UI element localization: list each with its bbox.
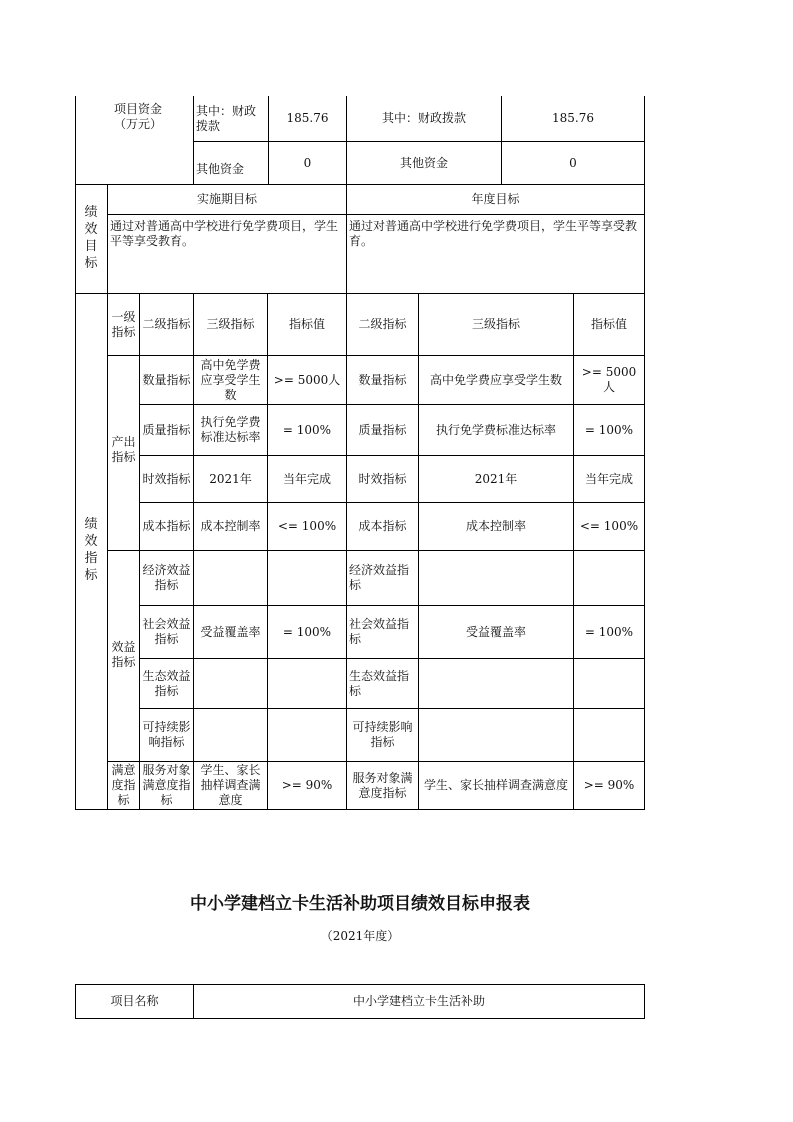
grid-line [644,96,645,810]
row-l3-right: 受益覆盖率 [465,624,526,639]
row-l2-right: 质量指标 [358,422,407,437]
row-l2: 数量指标 [142,372,191,387]
row-l3-right: 执行免学费标准达标率 [435,422,556,437]
funds-label: 项目资金（万元） [113,102,162,131]
row-value [268,551,346,605]
form-year: （2021年度） [320,929,400,943]
group-satisfaction: 满意度指标 [111,763,136,807]
row-l2-right: 社会效益指标 [349,617,410,646]
grid-line [75,1018,645,1019]
row-value-right: 当年完成 [584,471,633,486]
row-value-right: = 100% [584,422,634,437]
row-value: >= 5000人 [273,372,341,387]
grid-line [107,214,645,215]
row-value: 当年完成 [282,471,331,486]
row-l2-right: 经济效益指标 [349,563,410,592]
row-value: <= 100% [277,519,337,533]
row-l2-right: 可持续影响指标 [352,720,413,749]
annual-goal-text: 通过对普通高中学校进行免学费项目，学生平等享受教育。 [349,219,638,248]
row-l2-right: 时效指标 [358,471,407,486]
row-value-right: >= 90% [583,778,635,792]
row-value-right [574,551,644,605]
row-l3: 成本控制率 [200,519,261,533]
fiscal-label-left: 其中：财政拨款 [196,103,257,133]
row-l3 [194,659,267,708]
goals-label: 绩效目标 [84,205,98,271]
grid-line [75,96,76,810]
row-l2-right: 成本指标 [358,519,407,533]
period-goal-text: 通过对普通高中学校进行免学费项目，学生平等享受教育。 [110,219,339,248]
row-l3-right [419,709,573,761]
row-l3: 受益覆盖率 [200,624,261,639]
other-value-right: 0 [569,155,577,170]
row-l2: 社会效益指标 [142,617,191,646]
row-l3: 学生、家长抽样调查满意度 [200,763,261,807]
annual-goal-header: 年度目标 [471,192,520,206]
row-l3 [194,551,267,605]
row-value-right [574,709,644,761]
row-l2: 可持续影响指标 [142,720,191,749]
row-l3-right [419,659,573,708]
header-level2: 二级指标 [142,317,191,331]
row-value-right: >= 5000人 [581,365,637,394]
row-l2: 生态效益指标 [142,668,191,698]
row-l3: 高中免学费应享受学生数 [200,357,261,402]
group-benefit: 效益指标 [111,640,136,669]
project-name-label: 项目名称 [110,994,159,1008]
header-value-right: 指标值 [590,317,627,331]
row-value [268,659,346,708]
period-goal-header: 实施期目标 [196,192,257,206]
row-value: >= 90% [281,778,333,792]
row-value: = 100% [282,624,332,639]
row-l2: 成本指标 [142,519,191,533]
row-l3-right: 学生、家长抽样调查满意度 [423,778,568,792]
row-l2-right: 数量指标 [358,372,407,387]
indicators-label: 绩效指标 [84,517,98,583]
row-value: = 100% [282,422,332,437]
row-l3-right [419,551,573,605]
fiscal-label-right: 其中：财政拨款 [381,111,466,125]
form-title: 中小学建档立卡生活补助项目绩效目标申报表 [190,894,530,914]
row-l2: 服务对象满意度指标 [142,763,191,807]
other-value-left: 0 [303,155,312,170]
grid-line [75,809,645,810]
header-level2-right: 二级指标 [358,317,407,331]
row-value-right [574,659,644,708]
row-value-right: <= 100% [579,519,639,533]
row-l2: 质量指标 [142,422,191,437]
grid-line [644,984,645,1019]
row-l2: 经济效益指标 [142,563,191,592]
header-value: 指标值 [288,317,325,331]
group-output: 产出指标 [111,435,136,464]
other-label-left: 其他资金 [196,161,245,176]
other-label-right: 其他资金 [399,155,448,170]
fiscal-value-left: 185.76 [286,111,329,125]
project-name-value: 中小学建档立卡生活补助 [352,994,485,1008]
row-value [268,709,346,761]
row-l2-right: 服务对象满意度指标 [352,770,413,800]
header-level3-right: 三级指标 [471,317,520,331]
row-l3-right: 成本控制率 [465,519,526,533]
row-l2-right: 生态效益指标 [349,668,410,698]
header-level1: 一级指标 [111,309,136,339]
row-l3-right: 高中免学费应享受学生数 [429,372,562,387]
row-value-right: = 100% [584,624,634,639]
row-l3: 2021年 [209,471,252,486]
row-l3: 执行免学费标准达标率 [200,415,261,444]
fiscal-value-right: 185.76 [552,111,594,125]
row-l3 [194,709,267,761]
row-l2: 时效指标 [142,471,191,486]
row-l3-right: 2021年 [474,471,518,486]
header-level3: 三级指标 [206,317,255,331]
